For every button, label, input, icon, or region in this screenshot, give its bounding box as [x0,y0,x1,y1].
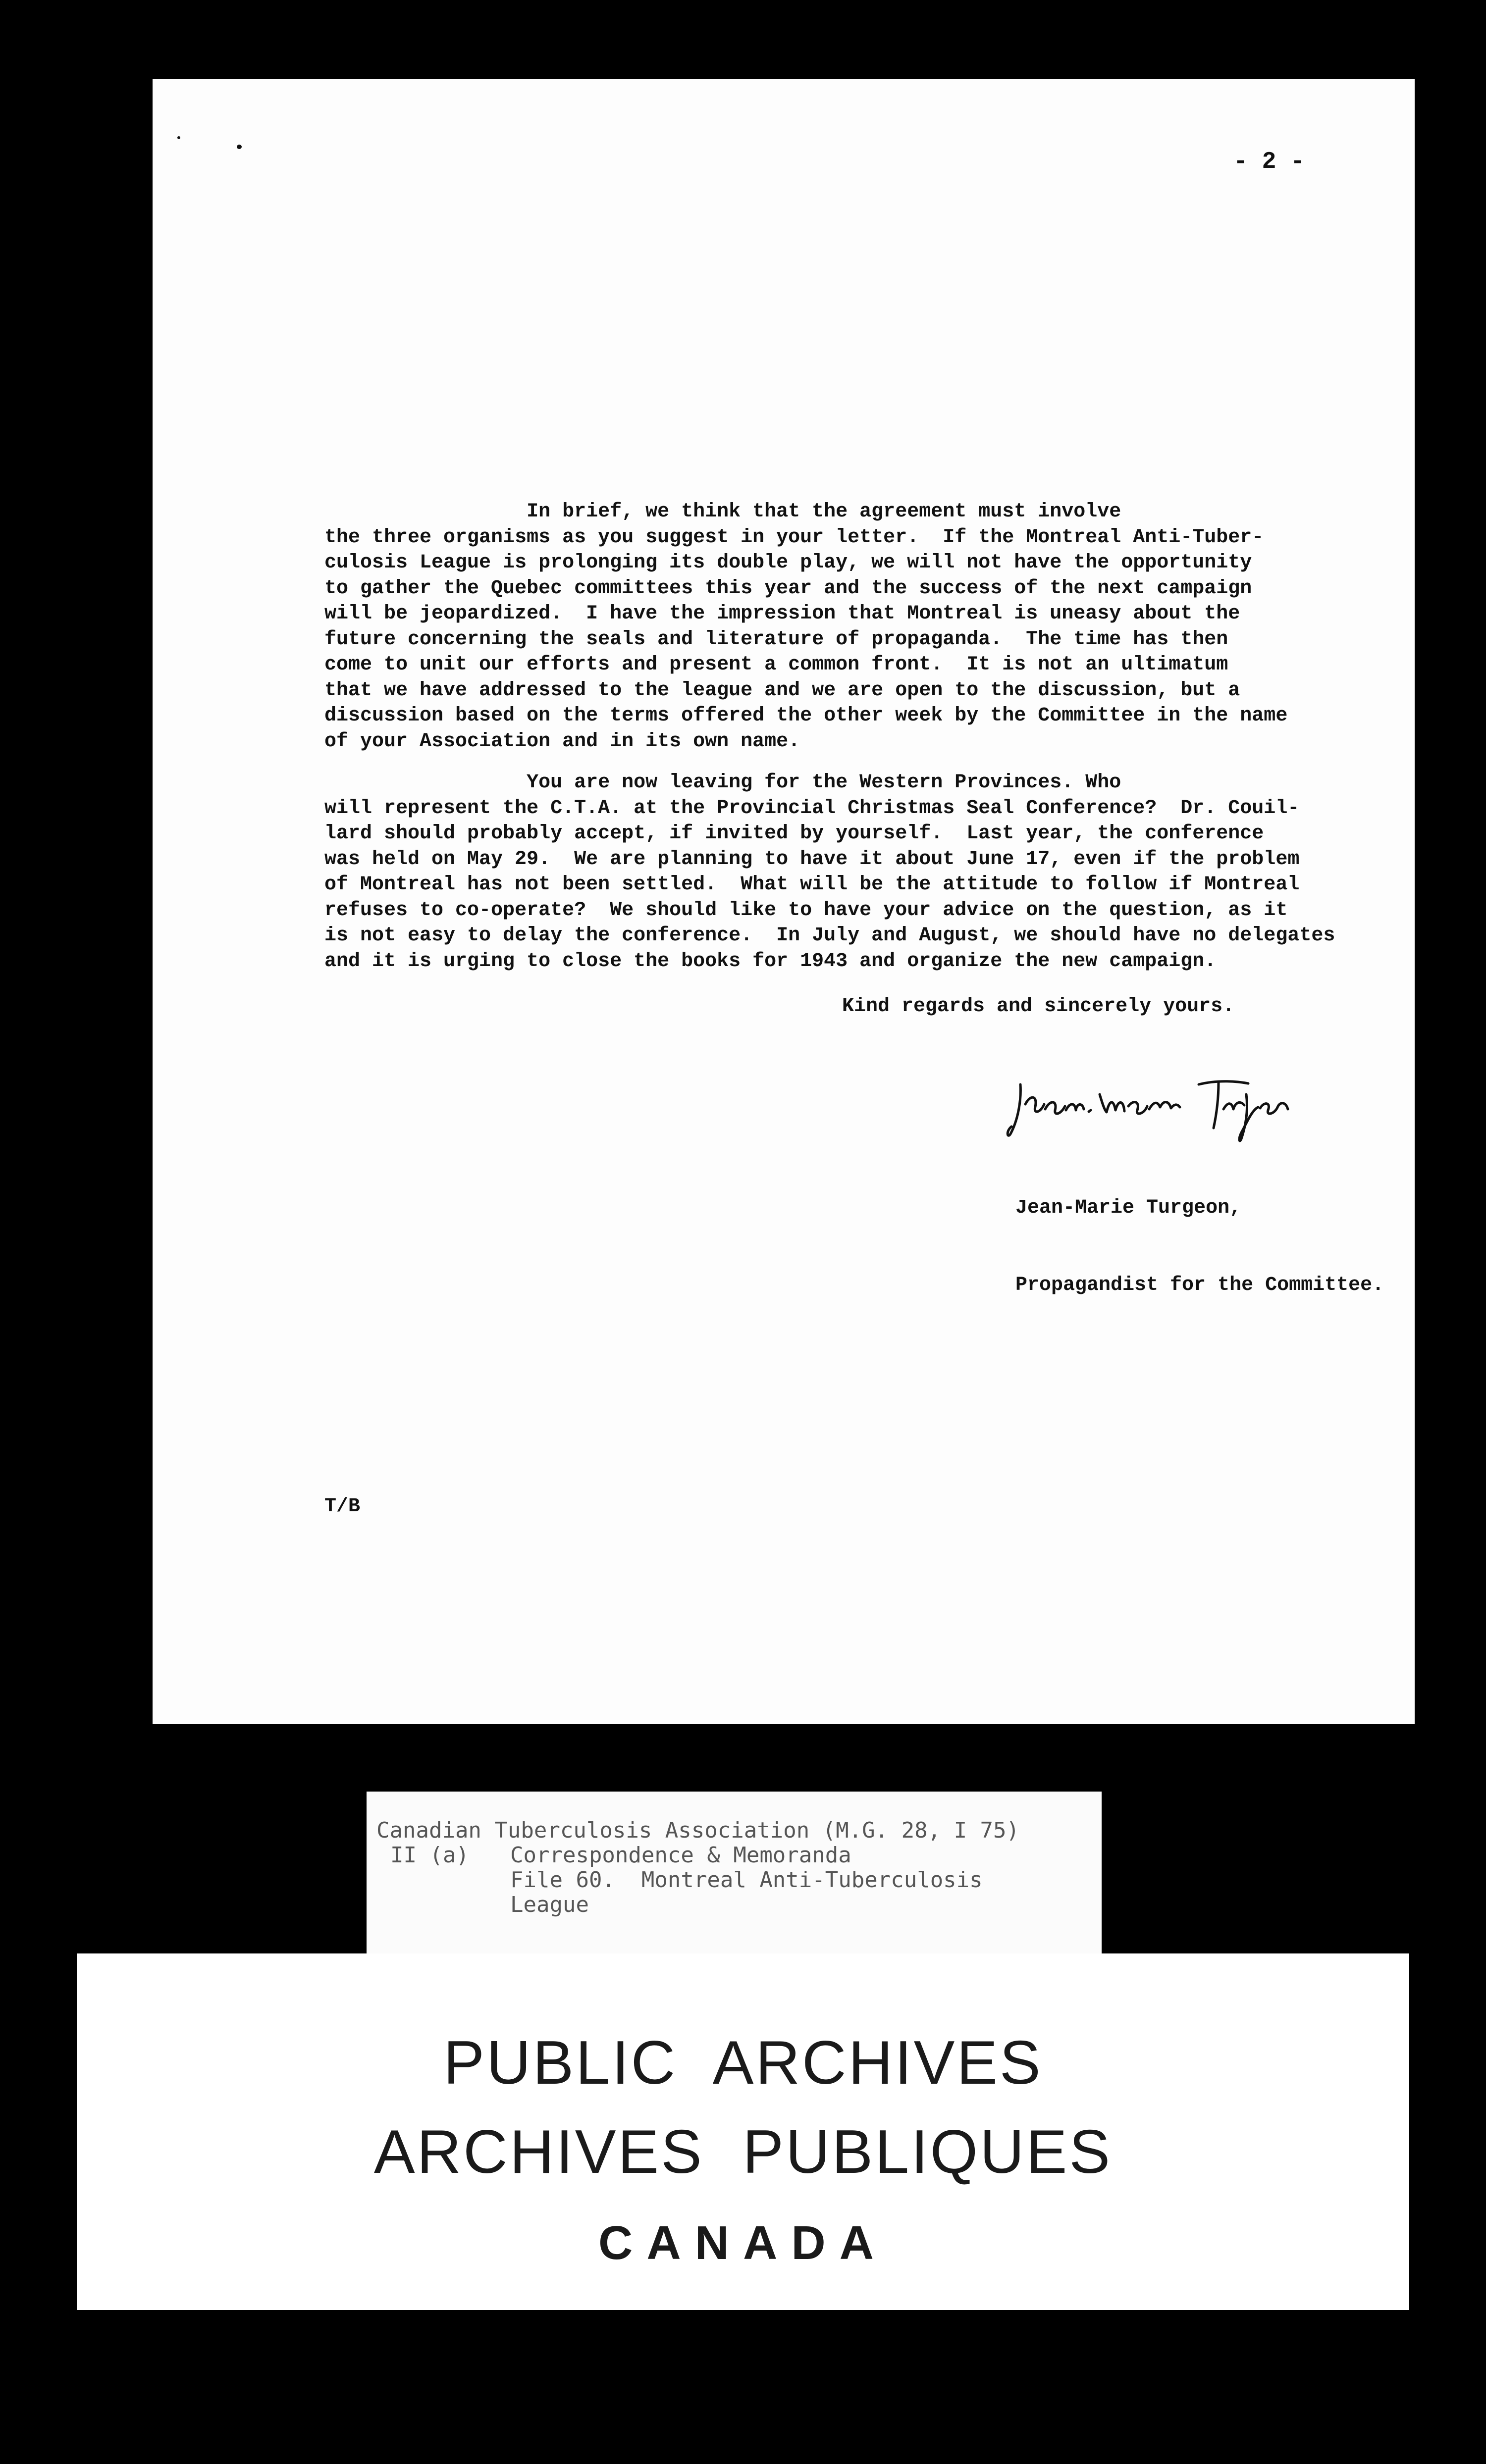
letter-line: refuses to co-operate? We should like to have your advice on the question, as it [324,899,1288,922]
letter-line: of Montreal has not been settled. What will be the attitude to follow if Montreal [324,873,1300,896]
handwritten-signature [1001,1065,1308,1149]
archive-label-code: II (a) [390,1843,469,1868]
signer-name: Jean-Marie Turgeon, [1015,1197,1242,1219]
scan-speck [237,145,242,149]
letter-line: will represent the C.T.A. at the Provincial Christmas Seal Conference? Dr. Couil- [324,797,1300,820]
letter-line: In brief, we think that the agreement must involve [324,501,1121,523]
letter-line: discussion based on the terms offered the other week by the Committee in the name [324,705,1288,727]
public-archives-banner [77,1953,1409,2310]
letter-line: was held on May 29. We are planning to have it about June 17, even if the problem [324,848,1300,871]
letter-line: You are now leaving for the Western Provinces. Who [324,771,1121,794]
letter-line: come to unit our efforts and present a common front. It is not an ultimatum [324,654,1228,676]
banner-line-country: CANADA [598,2216,888,2269]
banner-line-french: ARCHIVES PUBLIQUES [373,2118,1113,2186]
letter-line: culosis League is prolonging its double play, we will not have the opportunity [324,552,1252,574]
letter-paragraph-2 [324,770,1414,974]
scan-speck [177,136,180,139]
letter-line: to gather the Quebec committees this year and the success of the next campaign [324,577,1252,600]
letter-line: lard should probably accept, if invited by yourself. Last year, the conference [324,822,1264,845]
signer-title: Propagandist for the Committee. [1015,1274,1384,1296]
page-number: - 2 - [1233,149,1305,175]
letter-line: the three organisms as you suggest in your letter. If the Montreal Anti-Tuber- [324,526,1264,549]
archive-label-line: File 60. Montreal Anti-Tuberculosis [510,1867,983,1893]
typist-initials: T/B [324,1495,361,1518]
letter-paragraph-1 [324,499,1414,754]
closing-salutation: Kind regards and sincerely yours. [842,995,1235,1018]
letter-line: is not easy to delay the conference. In July and August, we should have no delegates [324,924,1335,947]
letter-line: future concerning the seals and literature of propaganda. The time has then [324,628,1228,651]
letter-line: that we have addressed to the league and we are open to the discussion, but a [324,679,1240,702]
signer-block [1015,1144,1384,1324]
letter-line: and it is urging to close the books for 1943 and organize the new campaign. [324,950,1217,973]
archive-label-line: League [510,1892,589,1917]
archive-label-line: Correspondence & Memoranda [510,1843,851,1868]
archive-reference-label [367,1792,1102,1955]
banner-line-english: PUBLIC ARCHIVES [443,2029,1043,2097]
letter-line: will be jeopardized. I have the impression that Montreal is uneasy about the [324,603,1240,625]
letter-line: of your Association and in its own name. [324,730,800,753]
archive-label-line: Canadian Tuberculosis Association (M.G. 28, I 75) [376,1818,1020,1843]
